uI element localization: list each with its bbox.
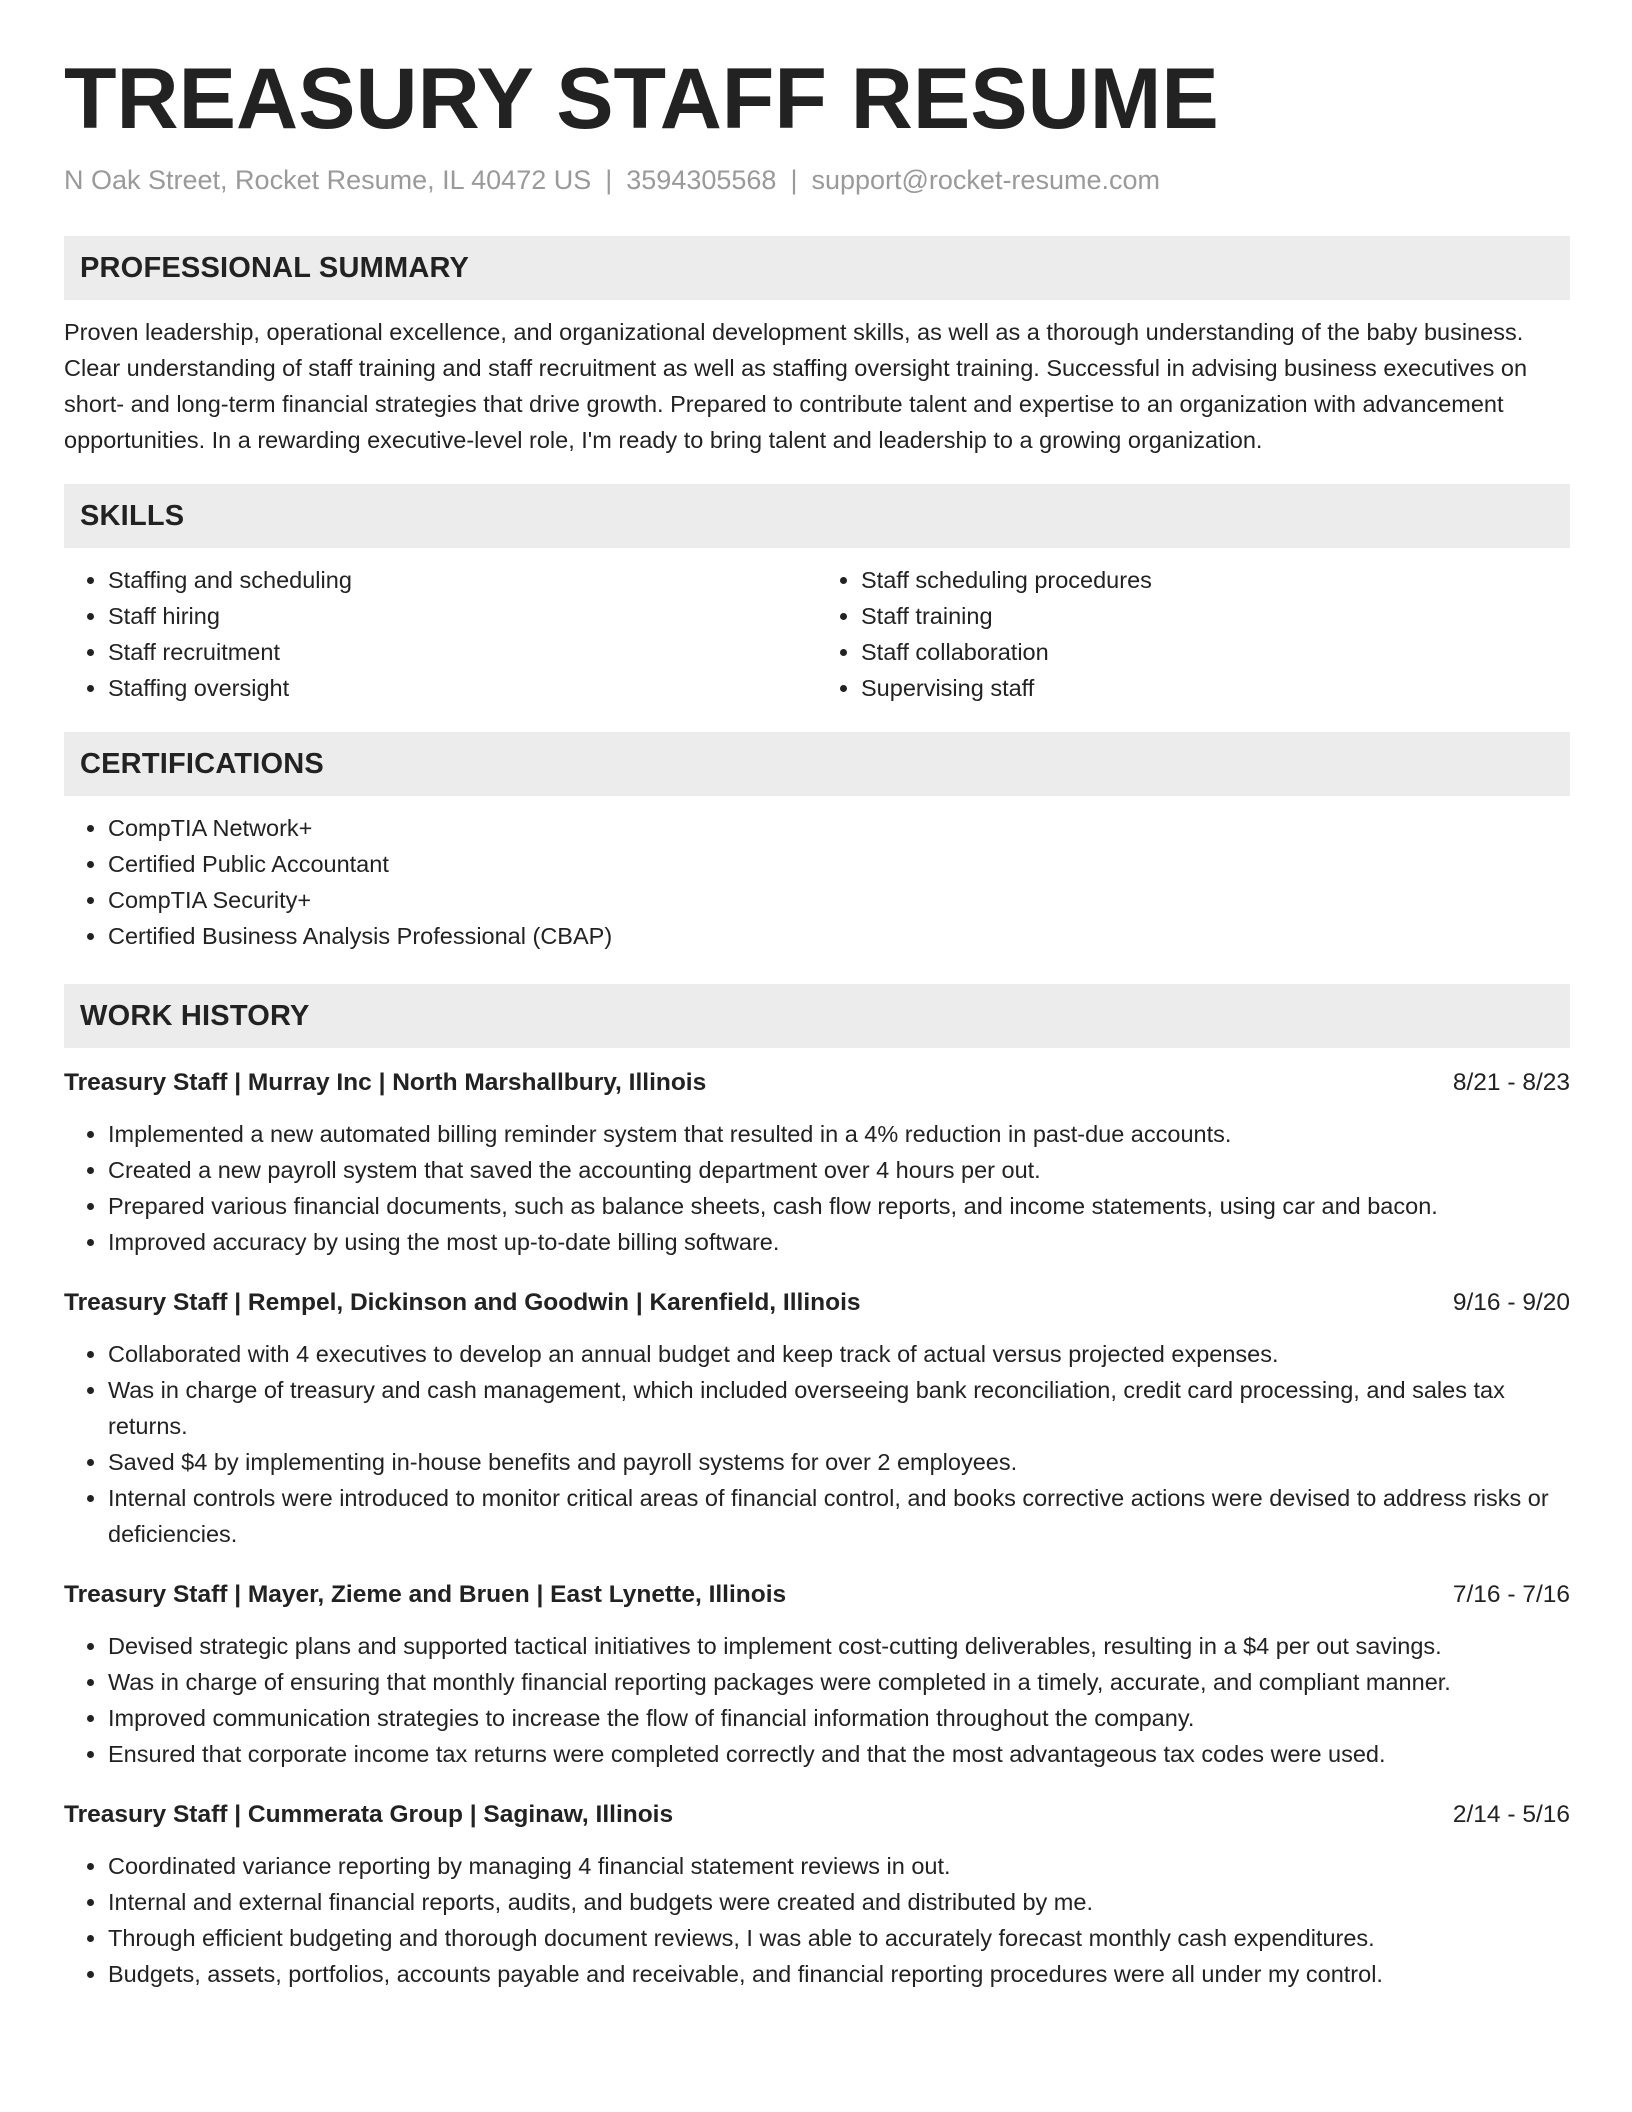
job-bullet: • Prepared various financial documents, such as balance sheets, cash flow reports, and income statements, using car and bacon.	[108, 1188, 1570, 1224]
job-bullet: • Collaborated with 4 executives to develop an annual budget and keep track of actual versus projected expenses.	[108, 1336, 1570, 1372]
job-header	[64, 1578, 1570, 1612]
job-title: Treasury Staff | Mayer, Zieme and Bruen | East Lynette, Illinois	[64, 1581, 787, 1609]
resume-title: TREASURY STAFF RESUME	[64, 51, 1219, 147]
contact-address: N Oak Street, Rocket Resume, IL 40472 US	[64, 165, 592, 195]
job-bullet: • Improved accuracy by using the most up-to-date billing software.	[108, 1224, 1570, 1260]
job-bullet: • Was in charge of treasury and cash management, which included overseeing bank reconciliation, credit card processing, and sales tax returns.	[108, 1372, 1570, 1444]
job-bullet: • Improved communication strategies to increase the flow of financial information throughout the company.	[108, 1700, 1570, 1736]
job-bullet: • Was in charge of ensuring that monthly financial reporting packages were completed in a timely, accurate, and compliant manner.	[108, 1664, 1570, 1700]
resume-page	[64, 51, 1570, 1992]
job-header	[64, 1798, 1570, 1832]
summary-text: Proven leadership, operational excellence, and organizational development skills, as well as a thorough understanding of the baby business. Clear understanding of staff training and staff recruitment as well as staffing oversight training. Successful in advising business executives on short- and long-term financial strategies that drive growth. Prepared to contribute talent and expertise to an organization with advancement opportunities. In a rewarding executive-level role, I'm ready to bring talent and leadership to a growing organization.	[64, 319, 1528, 454]
contact-email: support@rocket-resume.com	[811, 165, 1160, 195]
contact-separator: |	[790, 165, 798, 195]
job-bullet: • Created a new payroll system that saved the accounting department over 4 hours per out.	[108, 1152, 1570, 1188]
job-title: Treasury Staff | Cummerata Group | Saginaw, Illinois	[64, 1801, 674, 1829]
skill-item: • Staff scheduling procedures	[861, 562, 1570, 598]
work-history-heading: WORK HISTORY	[64, 984, 1570, 1048]
job-header	[64, 1066, 1570, 1100]
skills-heading: SKILLS	[64, 484, 1570, 548]
contact-line	[64, 164, 1570, 196]
contact-phone: 3594305568	[626, 165, 777, 195]
job-bullet: • Internal controls were introduced to monitor critical areas of financial control, and books corrective actions were devised to address risks or deficiencies.	[108, 1480, 1570, 1552]
job-dates: 2/14 - 5/16	[1452, 1801, 1570, 1829]
job-bullet: • Devised strategic plans and supported tactical initiatives to implement cost-cutting deliverables, resulting in a $4 per out savings.	[108, 1628, 1570, 1664]
job-title: Treasury Staff | Murray Inc | North Marshallbury, Illinois	[64, 1069, 707, 1097]
job-bullets	[64, 1628, 1570, 1772]
job-bullet: • Ensured that corporate income tax returns were completed correctly and that the most advantageous tax codes were used.	[108, 1736, 1570, 1772]
certifications-heading: CERTIFICATIONS	[64, 732, 1570, 796]
job-bullets	[64, 1116, 1570, 1260]
job-bullet: • Implemented a new automated billing reminder system that resulted in a 4% reduction in past-due accounts.	[108, 1116, 1570, 1152]
job-dates: 8/21 - 8/23	[1452, 1069, 1570, 1097]
certification-item: • Certified Public Accountant	[108, 846, 1570, 882]
skill-item: • Staffing oversight	[108, 670, 817, 706]
certifications-list	[64, 810, 1570, 954]
skills-list-left	[64, 562, 817, 706]
skill-item: • Staffing and scheduling	[108, 562, 817, 598]
job-bullet: • Saved $4 by implementing in-house benefits and payroll systems for over 2 employees.	[108, 1444, 1570, 1480]
skills-list-right	[817, 562, 1570, 706]
job-dates: 9/16 - 9/20	[1452, 1289, 1570, 1317]
skills-grid	[64, 562, 1570, 706]
job-bullet: • Internal and external financial reports, audits, and budgets were created and distributed by me.	[108, 1884, 1570, 1920]
skill-item: • Supervising staff	[861, 670, 1570, 706]
skill-item: • Staff recruitment	[108, 634, 817, 670]
job-bullet: • Through efficient budgeting and thorough document reviews, I was able to accurately forecast monthly cash expenditures.	[108, 1920, 1570, 1956]
skill-item: • Staff collaboration	[861, 634, 1570, 670]
job-dates: 7/16 - 7/16	[1452, 1581, 1570, 1609]
summary-heading: PROFESSIONAL SUMMARY	[64, 236, 1570, 300]
certification-item: • Certified Business Analysis Professional (CBAP)	[108, 918, 1570, 954]
skill-item: • Staff hiring	[108, 598, 817, 634]
job-bullets	[64, 1336, 1570, 1552]
certification-item: • CompTIA Security+	[108, 882, 1570, 918]
contact-separator: |	[605, 165, 613, 195]
job-title: Treasury Staff | Rempel, Dickinson and Goodwin | Karenfield, Illinois	[64, 1289, 861, 1317]
job-header	[64, 1286, 1570, 1320]
certification-item: • CompTIA Network+	[108, 810, 1570, 846]
job-bullets	[64, 1848, 1570, 1992]
job-bullet: • Coordinated variance reporting by managing 4 financial statement reviews in out.	[108, 1848, 1570, 1884]
job-bullet: • Budgets, assets, portfolios, accounts payable and receivable, and financial reporting procedures were all under my control.	[108, 1956, 1570, 1992]
skill-item: • Staff training	[861, 598, 1570, 634]
